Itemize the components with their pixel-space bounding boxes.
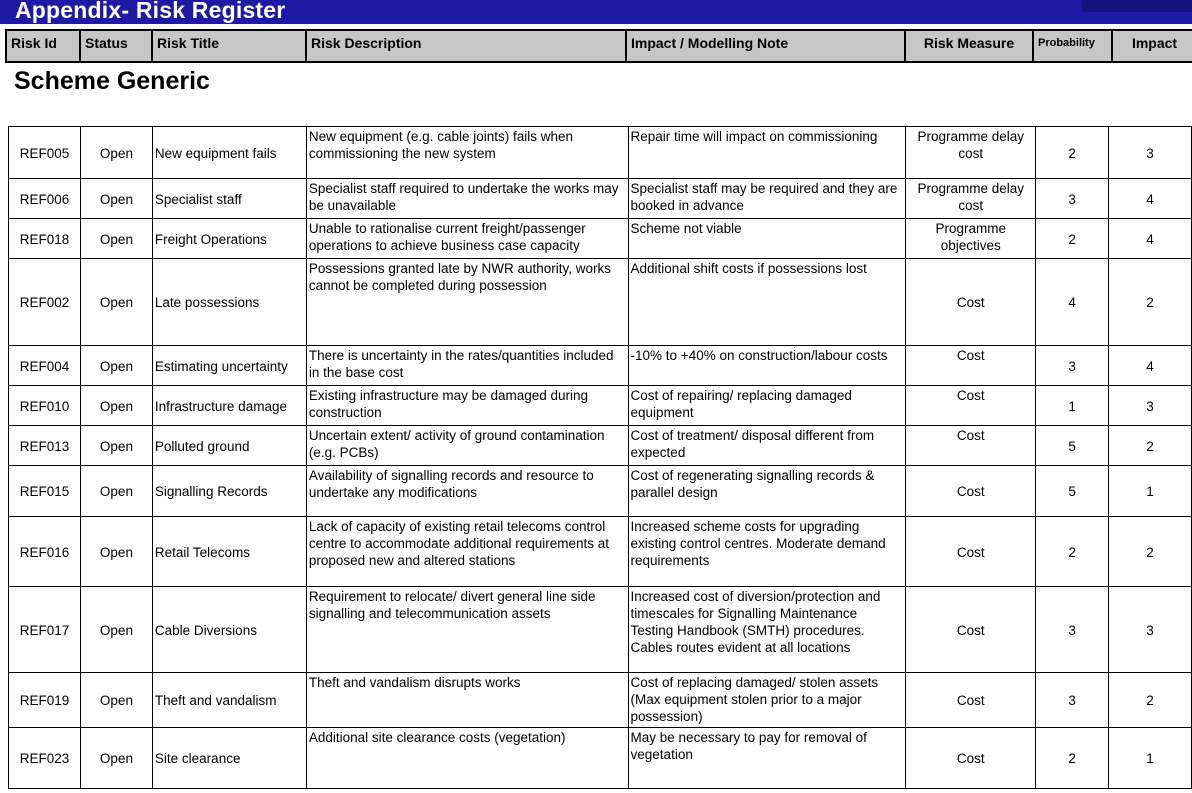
table-row <box>9 587 1192 673</box>
probability-cell: 3 <box>1036 179 1109 219</box>
risk-title-cell: Theft and vandalism <box>152 673 306 728</box>
risk-id-cell: REF005 <box>9 127 81 179</box>
risk-description-cell: Specialist staff required to undertake the works may be unavailable <box>306 179 628 219</box>
table-row <box>9 127 1192 179</box>
risk-id-cell: REF002 <box>9 259 81 346</box>
risk-description-cell: Unable to rationalise current freight/passenger operations to achieve business case capacity <box>306 219 628 259</box>
probability-cell: 1 <box>1036 386 1109 426</box>
impact-cell: 4 <box>1109 179 1192 219</box>
risk-title-cell: New equipment fails <box>152 127 306 179</box>
probability-cell: 2 <box>1036 517 1109 587</box>
risk-id-cell: REF004 <box>9 346 81 386</box>
status-cell: Open <box>80 587 152 673</box>
risk-description-cell: Lack of capacity of existing retail telecoms control centre to accommodate additional requirements at proposed new and altered stations <box>306 517 628 587</box>
impact-cell: 3 <box>1109 587 1192 673</box>
impact-note-cell: -10% to +40% on construction/labour costs <box>628 346 906 386</box>
probability-cell: 4 <box>1036 259 1109 346</box>
status-cell: Open <box>80 426 152 466</box>
probability-cell: 3 <box>1036 673 1109 728</box>
impact-cell: 2 <box>1109 426 1192 466</box>
status-cell: Open <box>80 346 152 386</box>
impact-note-cell: Additional shift costs if possessions lost <box>628 259 906 346</box>
risk-register-table <box>8 126 1192 789</box>
table-row <box>9 386 1192 426</box>
probability-cell: 5 <box>1036 426 1109 466</box>
risk-title-cell: Polluted ground <box>152 426 306 466</box>
status-cell: Open <box>80 179 152 219</box>
impact-note-cell: May be necessary to pay for removal of vegetation <box>628 728 906 789</box>
col-header-risk-measure: Risk Measure <box>906 31 1034 61</box>
risk-description-cell: There is uncertainty in the rates/quantities included in the base cost <box>306 346 628 386</box>
risk-id-cell: REF010 <box>9 386 81 426</box>
impact-cell: 1 <box>1109 466 1192 517</box>
impact-cell: 3 <box>1109 127 1192 179</box>
col-header-impact-note: Impact / Modelling Note <box>627 31 906 61</box>
table-row <box>9 466 1192 517</box>
impact-note-cell: Cost of replacing damaged/ stolen assets (Max equipment stolen prior to a major possession) <box>628 673 906 728</box>
risk-measure-cell: Cost <box>906 587 1036 673</box>
table-row <box>9 259 1192 346</box>
risk-measure-cell: Programme objectives <box>906 219 1036 259</box>
status-cell: Open <box>80 728 152 789</box>
col-header-impact: Impact <box>1113 31 1192 61</box>
risk-measure-cell: Cost <box>906 386 1036 426</box>
risk-title-cell: Site clearance <box>152 728 306 789</box>
risk-description-cell: New equipment (e.g. cable joints) fails when commissioning the new system <box>306 127 628 179</box>
risk-title-cell: Estimating uncertainty <box>152 346 306 386</box>
table-row <box>9 179 1192 219</box>
column-header-row <box>5 29 1192 63</box>
probability-cell: 2 <box>1036 219 1109 259</box>
risk-description-cell: Possessions granted late by NWR authority, works cannot be completed during possession <box>306 259 628 346</box>
impact-note-cell: Scheme not viable <box>628 219 906 259</box>
impact-cell: 4 <box>1109 219 1192 259</box>
table-row <box>9 728 1192 789</box>
risk-measure-cell: Cost <box>906 259 1036 346</box>
probability-cell: 2 <box>1036 728 1109 789</box>
risk-title-cell: Infrastructure damage <box>152 386 306 426</box>
page-title: Appendix- Risk Register <box>15 0 286 23</box>
risk-measure-cell: Programme delay cost <box>906 179 1036 219</box>
table-row <box>9 426 1192 466</box>
section-title: Scheme Generic <box>14 67 210 95</box>
impact-note-cell: Repair time will impact on commissioning <box>628 127 906 179</box>
risk-description-cell: Uncertain extent/ activity of ground contamination (e.g. PCBs) <box>306 426 628 466</box>
col-header-risk-title: Risk Title <box>153 31 307 61</box>
risk-description-cell: Additional site clearance costs (vegetation) <box>306 728 628 789</box>
impact-note-cell: Cost of regenerating signalling records & parallel design <box>628 466 906 517</box>
status-cell: Open <box>80 673 152 728</box>
status-cell: Open <box>80 386 152 426</box>
risk-id-cell: REF019 <box>9 673 81 728</box>
title-bar <box>0 0 1192 24</box>
risk-title-cell: Late possessions <box>152 259 306 346</box>
title-bar-accent <box>1082 0 1192 12</box>
risk-id-cell: REF018 <box>9 219 81 259</box>
risk-measure-cell: Programme delay cost <box>906 127 1036 179</box>
status-cell: Open <box>80 259 152 346</box>
risk-id-cell: REF016 <box>9 517 81 587</box>
risk-id-cell: REF017 <box>9 587 81 673</box>
risk-measure-cell: Cost <box>906 517 1036 587</box>
risk-id-cell: REF013 <box>9 426 81 466</box>
impact-cell: 2 <box>1109 259 1192 346</box>
probability-cell: 5 <box>1036 466 1109 517</box>
impact-note-cell: Specialist staff may be required and they are booked in advance <box>628 179 906 219</box>
risk-title-cell: Retail Telecoms <box>152 517 306 587</box>
impact-cell: 3 <box>1109 386 1192 426</box>
risk-title-cell: Cable Diversions <box>152 587 306 673</box>
impact-cell: 2 <box>1109 673 1192 728</box>
risk-description-cell: Existing infrastructure may be damaged during construction <box>306 386 628 426</box>
probability-cell: 2 <box>1036 127 1109 179</box>
table-row <box>9 517 1192 587</box>
risk-title-cell: Specialist staff <box>152 179 306 219</box>
risk-id-cell: REF023 <box>9 728 81 789</box>
status-cell: Open <box>80 127 152 179</box>
col-header-risk-id: Risk Id <box>7 31 81 61</box>
col-header-risk-description: Risk Description <box>307 31 627 61</box>
status-cell: Open <box>80 219 152 259</box>
risk-measure-cell: Cost <box>906 673 1036 728</box>
risk-title-cell: Signalling Records <box>152 466 306 517</box>
probability-cell: 3 <box>1036 346 1109 386</box>
risk-description-cell: Availability of signalling records and resource to undertake any modifications <box>306 466 628 517</box>
probability-cell: 3 <box>1036 587 1109 673</box>
impact-cell: 2 <box>1109 517 1192 587</box>
impact-cell: 4 <box>1109 346 1192 386</box>
status-cell: Open <box>80 517 152 587</box>
impact-note-cell: Cost of repairing/ replacing damaged equipment <box>628 386 906 426</box>
col-header-probability: Probability <box>1034 31 1113 61</box>
table-row <box>9 673 1192 728</box>
risk-description-cell: Requirement to relocate/ divert general line side signalling and telecommunication assets <box>306 587 628 673</box>
impact-note-cell: Cost of treatment/ disposal different from expected <box>628 426 906 466</box>
risk-measure-cell: Cost <box>906 426 1036 466</box>
impact-cell: 1 <box>1109 728 1192 789</box>
risk-description-cell: Theft and vandalism disrupts works <box>306 673 628 728</box>
table-row <box>9 219 1192 259</box>
risk-id-cell: REF006 <box>9 179 81 219</box>
impact-note-cell: Increased cost of diversion/protection and timescales for Signalling Maintenance Testing Handbook (SMTH) procedures. Cables routes evident at all locations <box>628 587 906 673</box>
risk-measure-cell: Cost <box>906 346 1036 386</box>
risk-id-cell: REF015 <box>9 466 81 517</box>
col-header-status: Status <box>81 31 153 61</box>
risk-measure-cell: Cost <box>906 466 1036 517</box>
impact-note-cell: Increased scheme costs for upgrading existing control centres. Moderate demand requirements <box>628 517 906 587</box>
table-row <box>9 346 1192 386</box>
risk-title-cell: Freight Operations <box>152 219 306 259</box>
status-cell: Open <box>80 466 152 517</box>
risk-measure-cell: Cost <box>906 728 1036 789</box>
